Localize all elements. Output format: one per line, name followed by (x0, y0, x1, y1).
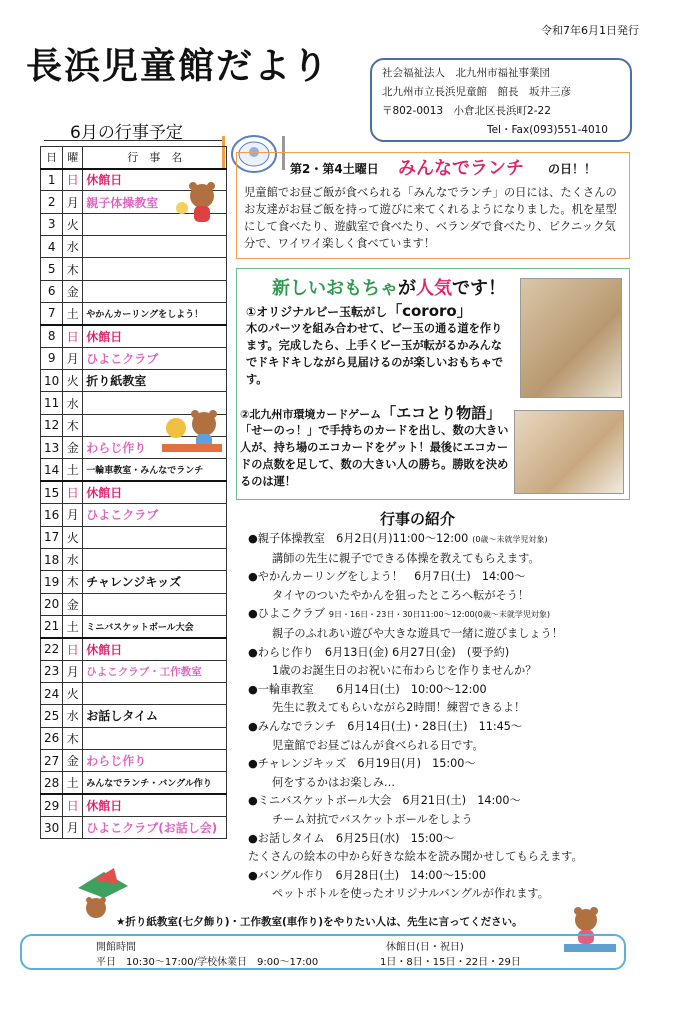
event-line-text: 児童館でお昼ごはんが食べられる日です。 (272, 738, 484, 752)
event-line (248, 830, 638, 849)
calendar-event (83, 593, 227, 615)
marble-run-photo (520, 278, 622, 398)
toy1-name: 「cororo」 (387, 302, 472, 320)
calendar-weekday: 水 (63, 392, 83, 414)
calendar-event: 休館日 (83, 638, 227, 660)
calendar-row (41, 459, 227, 481)
lunch-description: 児童館でお昼ご飯が食べられる「みんなでランチ」の日には、たくさんのお友達がお昼ご飯を持って遊びに来てくれるようになりました。机を星型にして食べたり、遊戯室で食べたり、ベランダで食べたり、ピクニック気分で、ワイワイ楽しく食べています！ (244, 186, 617, 250)
event-calendar-table (40, 146, 227, 839)
calendar-day: 15 (41, 481, 63, 503)
calendar-event: ひよこクラブ (83, 504, 227, 526)
page-title: 長浜児童館だより (26, 46, 331, 87)
toy1-heading (246, 300, 472, 321)
toy1-prefix: ①オリジナルビー玉転がし (246, 305, 388, 319)
calendar-day: 27 (41, 749, 63, 771)
calendar-day: 8 (41, 325, 63, 347)
new-toys-title-b: が (398, 278, 416, 299)
event-line-text: ●やかんカーリングをしよう！ 6月7日(土) 14:00～ (248, 570, 526, 584)
calendar-event (83, 280, 227, 302)
event-line (248, 530, 638, 550)
event-line (248, 587, 638, 606)
calendar-event: ひよこクラブ・工作教室 (83, 660, 227, 682)
calendar-day: 26 (41, 727, 63, 749)
org-director: 北九州市立長浜児童館 館長 坂井三彦 (382, 86, 571, 98)
calendar-row (41, 526, 227, 548)
calendar-day: 9 (41, 347, 63, 369)
calendar-event: みんなでランチ・バングル作り (83, 772, 227, 794)
event-line-text: 親子のふれあい遊びや大きな遊具で一緒に遊びましょう！ (272, 626, 563, 640)
calendar-row (41, 705, 227, 727)
closed-days-label: 休館日(日・祝日) (386, 942, 464, 953)
calendar-day: 10 (41, 370, 63, 392)
org-name: 社会福祉法人 北九州市福祉事業団 (382, 67, 550, 79)
calendar-weekday: 月 (63, 660, 83, 682)
event-line (248, 867, 638, 886)
calendar-weekday: 日 (63, 638, 83, 660)
calendar-row (41, 571, 227, 593)
calendar-title: 6月の行事予定 (70, 123, 183, 143)
calendar-row (41, 794, 227, 816)
calendar-row (41, 481, 227, 503)
calendar-weekday: 日 (63, 325, 83, 347)
calendar-header-weekday: 曜 (63, 147, 83, 169)
event-line (248, 568, 638, 587)
calendar-weekday: 土 (63, 303, 83, 325)
calendar-row (41, 816, 227, 838)
event-line-text: たくさんの絵本の中から好きな絵本を読み聞かせしてもらえます。 (248, 850, 583, 864)
calendar-day: 4 (41, 236, 63, 258)
event-line-text: ●ミニバスケットボール大会 6月21日(土) 14:00～ (248, 794, 521, 808)
calendar-event: 一輪車教室・みんなでランチ (83, 459, 227, 481)
calendar-event: やかんカーリングをしよう！ (83, 303, 227, 325)
event-line (248, 792, 638, 811)
events-list (248, 530, 638, 904)
calendar-row (41, 325, 227, 347)
calendar-header-event: 行 事 名 (83, 147, 227, 169)
event-line (248, 848, 638, 867)
toy2-prefix: ②北九州市環境カードゲーム (240, 408, 382, 421)
notice-text: ★折り紙教室(七夕飾り)・工作教室(車作り)をやりたい人は、先生に言ってください。 (116, 916, 523, 928)
calendar-event: 折り紙教室 (83, 370, 227, 392)
calendar-row (41, 772, 227, 794)
new-toys-title (272, 274, 506, 300)
event-line (248, 550, 638, 569)
toy2-heading (240, 402, 501, 423)
calendar-event: ひよこクラブ(お話し会) (83, 816, 227, 838)
calendar-day: 22 (41, 638, 63, 660)
calendar-row (41, 258, 227, 280)
org-info-box (370, 58, 632, 142)
calendar-event: ミニバスケットボール大会 (83, 615, 227, 637)
lunch-day-label: の日！！ (548, 162, 597, 176)
calendar-row (41, 236, 227, 258)
calendar-weekday: 日 (63, 169, 83, 191)
event-line (248, 737, 638, 756)
calendar-weekday: 木 (63, 414, 83, 436)
calendar-weekday: 木 (63, 727, 83, 749)
event-line (248, 644, 638, 663)
calendar-weekday: 金 (63, 280, 83, 302)
calendar-weekday: 日 (63, 481, 83, 503)
calendar-row (41, 504, 227, 526)
calendar-weekday: 月 (63, 347, 83, 369)
calendar-row (41, 638, 227, 660)
calendar-weekday: 水 (63, 236, 83, 258)
lunch-schedule: 第2・第4土曜日 (290, 162, 379, 176)
calendar-weekday: 金 (63, 437, 83, 459)
calendar-row (41, 615, 227, 637)
event-line (248, 774, 638, 793)
calendar-weekday: 木 (63, 258, 83, 280)
calendar-event (83, 548, 227, 570)
issue-date: 令和7年6月1日発行 (541, 24, 639, 37)
calendar-day: 23 (41, 660, 63, 682)
calendar-day: 14 (41, 459, 63, 481)
event-line-text: 先生に教えてもらいながら2時間！練習できるよ！ (272, 701, 526, 715)
calendar-day: 24 (41, 682, 63, 704)
calendar-event (83, 236, 227, 258)
calendar-row (41, 749, 227, 771)
event-line (248, 718, 638, 737)
event-line-text: 1歳のお誕生日のお祝いに布わらじを作りませんか？ (272, 664, 537, 678)
calendar-weekday: 火 (63, 682, 83, 704)
event-line-text: 何をするかはお楽しみ… (272, 775, 396, 789)
event-line-text: ●お話しタイム 6月25日(水) 15:00～ (248, 831, 455, 845)
event-line-text: ●みんなでランチ 6月14日(土)・28日(土) 11:45～ (248, 719, 523, 733)
event-line-text: 講師の先生に親子でできる体操を教えてもらえます。 (272, 551, 540, 565)
calendar-day: 6 (41, 280, 63, 302)
calendar-weekday: 水 (63, 705, 83, 727)
calendar-row (41, 593, 227, 615)
calendar-day: 30 (41, 816, 63, 838)
opening-hours-value: 平日 10:30～17:00/学校休業日 9:00～17:00 (96, 957, 319, 968)
calendar-event (83, 727, 227, 749)
calendar-event: お話しタイム (83, 705, 227, 727)
event-line-text: タイヤのついたやかんを狙ったところへ転がそう！ (272, 588, 530, 602)
calendar-weekday: 金 (63, 593, 83, 615)
toy2-name: 「エコとり物語」 (381, 404, 502, 422)
org-phone: Tel・Fax(093)551-4010 (486, 124, 608, 136)
calendar-day: 2 (41, 191, 63, 213)
calendar-day: 20 (41, 593, 63, 615)
calendar-weekday: 火 (63, 370, 83, 392)
calendar-row (41, 727, 227, 749)
calendar-event: 休館日 (83, 325, 227, 347)
calendar-event: わらじ作り (83, 749, 227, 771)
calendar-event (83, 258, 227, 280)
calendar-row (41, 347, 227, 369)
calendar-weekday: 水 (63, 548, 83, 570)
calendar-event: 休館日 (83, 169, 227, 191)
calendar-day: 19 (41, 571, 63, 593)
calendar-day: 25 (41, 705, 63, 727)
calendar-event (83, 526, 227, 548)
calendar-day: 11 (41, 392, 63, 414)
event-line-note: 9日・16日・23日・30日11:00～12:00(0歳～未就学児対象) (328, 610, 550, 620)
event-line-text: ペットボトルを使ったオリジナルバングルが作れます。 (272, 887, 549, 901)
card-game-photo (514, 410, 624, 494)
calendar-weekday: 月 (63, 504, 83, 526)
events-title: 行事の紹介 (380, 510, 456, 528)
event-line (248, 755, 638, 774)
calendar-day: 3 (41, 213, 63, 235)
calendar-day: 12 (41, 414, 63, 436)
org-address: 〒802-0013 小倉北区長浜町2-22 (382, 105, 551, 117)
calendar-day: 7 (41, 303, 63, 325)
calendar-event (83, 682, 227, 704)
event-line (248, 681, 638, 700)
calendar-row (41, 370, 227, 392)
calendar-row (41, 682, 227, 704)
calendar-event: チャレンジキッズ (83, 571, 227, 593)
event-line-text: ●ひよこクラブ (248, 607, 325, 621)
calendar-day: 17 (41, 526, 63, 548)
new-toys-title-c: 人気 (416, 278, 452, 299)
calendar-day: 29 (41, 794, 63, 816)
bear-gymnastics-icon (172, 178, 230, 226)
calendar-header-day: 日 (41, 147, 63, 169)
calendar-weekday: 月 (63, 191, 83, 213)
calendar-day: 16 (41, 504, 63, 526)
calendar-weekday: 火 (63, 526, 83, 548)
calendar-weekday: 月 (63, 816, 83, 838)
calendar-event: わらじ作り (83, 437, 227, 459)
lunch-title: みんなでランチ (398, 158, 524, 179)
event-line (248, 662, 638, 681)
event-line (248, 625, 638, 644)
event-line-text: ●わらじ作り 6月13日(金) 6月27日(金) (要予約) (248, 645, 510, 659)
event-line-text: チーム対抗でバスケットボールをしよう (272, 812, 473, 826)
event-line-text: ●親子体操教室 6月2日(月)11:00～12:00 (248, 532, 469, 545)
event-line-text: ●チャレンジキッズ 6月19日(月) 15:00～ (248, 757, 476, 771)
calendar-event: ひよこクラブ (83, 347, 227, 369)
calendar-event: 休館日 (83, 481, 227, 503)
event-line (248, 885, 638, 904)
event-line-text: ●バングル作り 6月28日(土) 14:00～15:00 (248, 868, 487, 882)
calendar-row (41, 660, 227, 682)
calendar-row (41, 303, 227, 325)
calendar-day: 1 (41, 169, 63, 191)
event-line (248, 605, 638, 625)
calendar-row (41, 280, 227, 302)
event-line-note: (0歳～未就学児対象) (472, 535, 548, 544)
new-toys-title-d: です！ (452, 278, 506, 299)
calendar-weekday: 土 (63, 459, 83, 481)
calendar-event: 休館日 (83, 794, 227, 816)
event-line (248, 699, 638, 718)
new-toys-title-a: 新しいおもちゃ (272, 278, 398, 299)
calendar-day: 21 (41, 615, 63, 637)
calendar-title-underline (44, 140, 224, 141)
calendar-event: 親子体操教室 (83, 191, 227, 213)
bear-picnic-icon (158, 406, 226, 456)
calendar-day: 5 (41, 258, 63, 280)
calendar-weekday: 土 (63, 615, 83, 637)
event-line-text: ●一輪車教室 6月14日(土) 10:00～12:00 (248, 682, 487, 696)
opening-hours-label: 開館時間 (96, 942, 136, 953)
calendar-day: 13 (41, 437, 63, 459)
toy1-description: 木のパーツを組み合わせて、ビー玉の通る道を作ります。完成したら、上手くビー玉が転がるかみんなでドキドキしながら見届けるのが楽しいおもちゃです。 (246, 322, 504, 386)
event-line (248, 811, 638, 830)
calendar-day: 28 (41, 772, 63, 794)
calendar-day: 18 (41, 548, 63, 570)
calendar-weekday: 土 (63, 772, 83, 794)
calendar-weekday: 木 (63, 571, 83, 593)
calendar-weekday: 火 (63, 213, 83, 235)
calendar-weekday: 日 (63, 794, 83, 816)
calendar-weekday: 金 (63, 749, 83, 771)
toy2-description: 「せーのっ！」で手持ちのカードを出し、数の大きい人が、持ち場のエコカードをゲット！最後にエコカードの点数を足して、数の大きい人の勝ち。勝敗を決めるのは運！ (240, 424, 509, 488)
calendar-row (41, 548, 227, 570)
closed-days-value: 1日・8日・15日・22日・29日 (380, 957, 521, 968)
